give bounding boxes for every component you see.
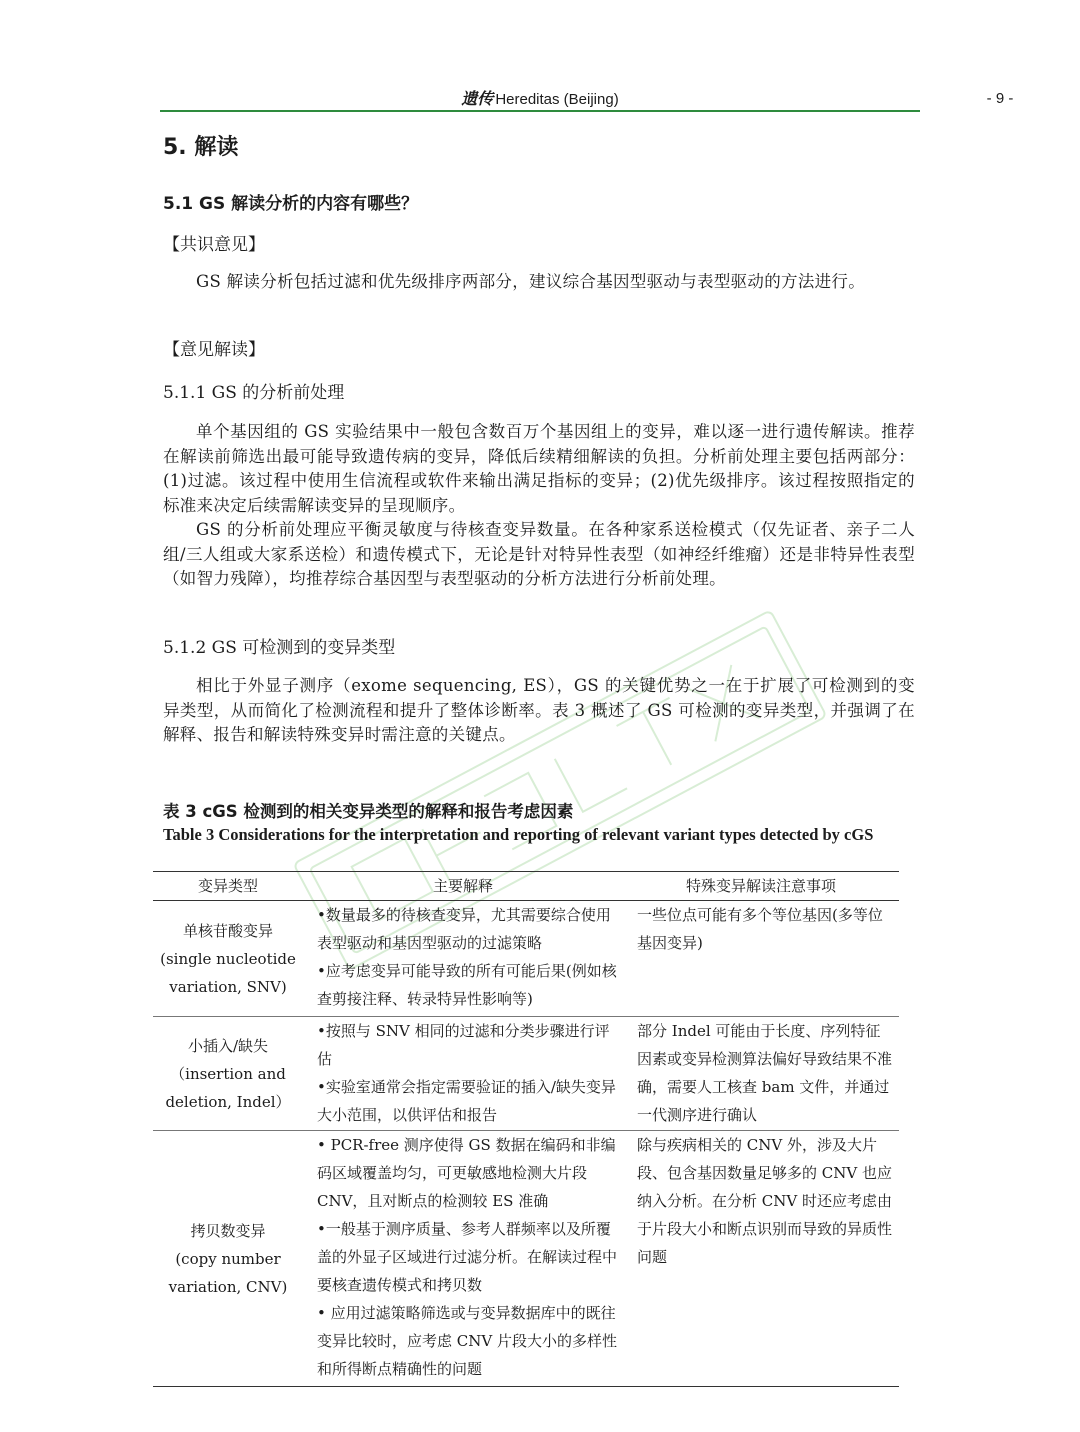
section-title: 5. 解读 [163,135,239,160]
table-header-row [153,872,899,901]
paragraph-variant-types: 相比于外显子测序（exome sequencing, ES），GS 的关键优势之一在于扩展了可检测到的变异类型，从而简化了检测流程和提升了整体诊断率。表 3 概述了 GS 可检测的变异类型，并强调了在解释、报告和解读特殊变异时需注意的关键点。 [163,676,915,744]
page-number: - 9 - [986,90,1014,107]
variant-type-en: (single nucleotide variation, SNV) [160,949,296,996]
table-row [153,1131,899,1387]
bullet-item: •一般基于测序质量、参考人群频率以及所覆盖的外显子区域进行过滤分析。在解读过程中要核查遗传模式和拷贝数 [317,1220,618,1294]
bullet-item: •数量最多的待核查变异，尤其需要综合使用表型驱动和基因型驱动的过滤策略 [317,906,611,952]
variant-type-en: (copy number variation, CNV) [168,1249,288,1296]
column-header: 特殊变异解读注意事项 [623,872,899,901]
variant-type-cell [153,1131,303,1387]
variant-type-cell [153,1017,303,1131]
paragraph-preprocessing: 单个基因组的 GS 实验结果中一般包含数百万个基因组上的变异，难以逐一进行遗传解读。推荐在解读前筛选出最可能导致遗传病的变异，降低后续精细解读的负担。分析前处理主要包括两部分：(1)过滤。该过程中使用生信流程或软件来输出满足指标的变异；(2)优先级排序。该过程按照指定的标准来决定后续需解读变异的呈现顺序。 [163,422,915,515]
bullet-item: • PCR-free 测序使得 GS 数据在编码和非编码区域覆盖均匀，可更敏感地检测大片段 CNV，且对断点的检测较 ES 准确 [317,1136,616,1210]
subsection-title: 5.1 GS 解读分析的内容有哪些？ [163,194,419,214]
journal-logo: 遗传 [461,89,494,108]
subsection-5-1-2-title: 5.1.2 GS 可检测到的变异类型 [163,638,396,658]
consensus-text: GS 解读分析包括过滤和优先级排序两部分，建议综合基因型驱动与表型驱动的方法进行。 [196,272,866,291]
note-cell: 一些位点可能有多个等位基因(多等位基因变异) [623,901,899,1017]
variant-type-cn: 小插入/缺失 [187,1036,269,1055]
column-header: 变异类型 [153,872,303,901]
column-header: 主要解释 [303,872,623,901]
bullet-item: •应考虑变异可能导致的所有可能后果(例如核查剪接注释、转录特异性影响等) [317,962,617,1008]
running-header [160,88,920,112]
main-explanation-cell [303,1131,623,1387]
consensus-label: 【共识意见】 [163,235,265,255]
table-row [153,901,899,1017]
table-row [153,1017,899,1131]
bullet-item: •实验室通常会指定需要验证的插入/缺失变异大小范围，以供评估和报告 [317,1078,616,1124]
note-cell: 部分 Indel 可能由于长度、序列特征因素或变异检测算法偏好导致结果不准确，需要人工核查 bam 文件，并通过一代测序进行确认 [623,1017,899,1131]
main-explanation-cell [303,1017,623,1131]
table-caption-en: Table 3 Considerations for the interpretation and reporting of relevant variant types detected by cGS [163,825,874,844]
variant-type-en: （insertion and deletion, Indel） [165,1064,291,1111]
variant-type-cn: 拷贝数变异 [190,1221,266,1240]
interpretation-label: 【意见解读】 [163,340,265,360]
journal-name: Hereditas (Beijing) [495,91,619,108]
variant-types-table [153,871,899,1387]
bullet-item: • 应用过滤策略筛选或与变异数据库中的既往变异比较时，应考虑 CNV 片段大小的多样性和所得断点精确性的问题 [317,1304,617,1378]
variant-type-cell [153,901,303,1017]
bullet-item: •按照与 SNV 相同的过滤和分类步骤进行评估 [317,1022,610,1068]
variant-type-cn: 单核苷酸变异 [182,921,273,940]
table-caption-cn: 表 3 cGS 检测到的相关变异类型的解释和报告考虑因素 [163,802,574,821]
main-explanation-cell [303,901,623,1017]
subsection-5-1-1-title: 5.1.1 GS 的分析前处理 [163,383,345,403]
paragraph-preprocessing-balance: GS 的分析前处理应平衡灵敏度与待核查变异数量。在各种家系送检模式（仅先证者、亲子二人组/三人组或大家系送检）和遗传模式下，无论是针对特异性表型（如神经纤维瘤）还是非特异性表型（如智力残障），均推荐综合基因型与表型驱动的分析方法进行分析前处理。 [163,520,915,588]
note-cell: 除与疾病相关的 CNV 外，涉及大片段、包含基因数量足够多的 CNV 也应纳入分析。在分析 CNV 时还应考虑由于片段大小和断点识别而导致的异质性问题 [623,1131,899,1387]
